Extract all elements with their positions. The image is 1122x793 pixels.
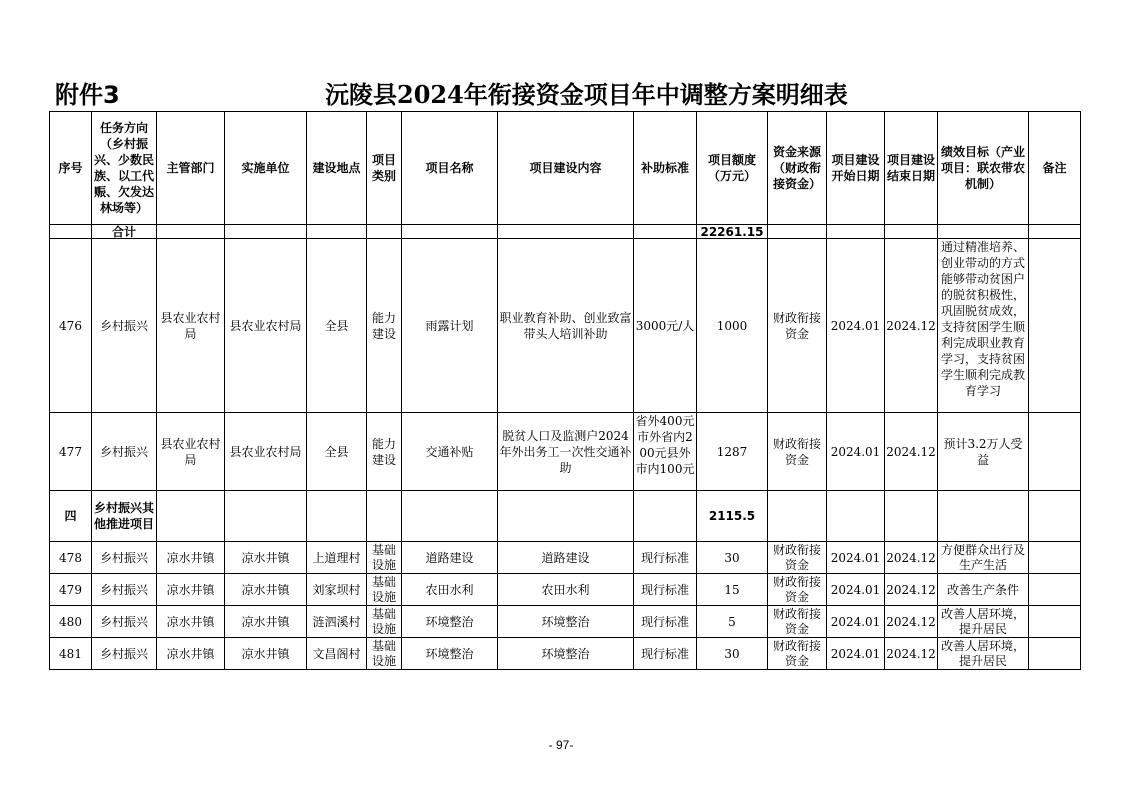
row-no: 478 [50, 542, 92, 574]
empty-cell [768, 491, 827, 542]
table-row [50, 574, 1081, 606]
section-no: 四 [50, 491, 92, 542]
empty-cell [367, 491, 402, 542]
row-unit: 县农业农村局 [225, 413, 307, 491]
col-header-category: 项目类别 [367, 112, 402, 225]
header-row [50, 112, 1081, 225]
row-source: 财政衔接资金 [768, 239, 827, 413]
row-no: 476 [50, 239, 92, 413]
row-dept: 凉水井镇 [157, 638, 225, 670]
row-location: 文昌阁村 [307, 638, 367, 670]
total-label: 合计 [92, 225, 157, 239]
row-standard: 现行标准 [634, 574, 697, 606]
row-name: 道路建设 [402, 542, 498, 574]
row-goal: 预计3.2万人受益 [938, 413, 1029, 491]
empty-cell [157, 225, 225, 239]
empty-cell [938, 225, 1029, 239]
col-header-standard: 补助标准 [634, 112, 697, 225]
section-amount: 2115.5 [697, 491, 768, 542]
row-name: 环境整治 [402, 606, 498, 638]
col-header-source: 资金来源（财政衔接资金） [768, 112, 827, 225]
row-no: 481 [50, 638, 92, 670]
empty-cell [498, 491, 634, 542]
row-goal [938, 239, 1029, 413]
row-standard [634, 413, 697, 491]
row-category: 基础设施 [367, 638, 402, 670]
row-name: 交通补贴 [402, 413, 498, 491]
row-remark [1029, 638, 1081, 670]
table-row [50, 638, 1081, 670]
row-direction: 乡村振兴 [92, 606, 157, 638]
empty-cell [307, 225, 367, 239]
empty-cell [885, 491, 938, 542]
page-title: 沅陵县2024年衔接资金项目年中调整方案明细表 [325, 80, 848, 109]
row-amount: 1287 [697, 413, 768, 491]
empty-cell [827, 491, 885, 542]
empty-cell [885, 225, 938, 239]
row-source: 财政衔接资金 [768, 638, 827, 670]
table-row [50, 542, 1081, 574]
row-content: 职业教育补助、创业致富带头人培训补助 [498, 239, 634, 413]
row-unit: 凉水井镇 [225, 542, 307, 574]
empty-cell [634, 491, 697, 542]
row-location: 涟泗溪村 [307, 606, 367, 638]
row-amount: 1000 [697, 239, 768, 413]
row-goal: 改善人居环境，提升居民 [938, 638, 1029, 670]
row-location: 全县 [307, 413, 367, 491]
total-row [50, 225, 1081, 239]
row-content: 环境整治 [498, 638, 634, 670]
col-header-location: 建设地点 [307, 112, 367, 225]
row-standard: 3000元/人 [634, 239, 697, 413]
empty-cell [938, 491, 1029, 542]
total-amount: 22261.15 [697, 225, 768, 239]
row-standard: 现行标准 [634, 542, 697, 574]
row-goal: 改善生产条件 [938, 574, 1029, 606]
table-row [50, 239, 1081, 413]
row-source: 财政衔接资金 [768, 574, 827, 606]
row-end: 2024.12 [885, 638, 938, 670]
row-source: 财政衔接资金 [768, 413, 827, 491]
row-standard: 现行标准 [634, 638, 697, 670]
table-row [50, 606, 1081, 638]
col-header-no: 序号 [50, 112, 92, 225]
row-direction: 乡村振兴 [92, 638, 157, 670]
row-goal: 方便群众出行及生产生活 [938, 542, 1029, 574]
row-name: 环境整治 [402, 638, 498, 670]
row-amount: 5 [697, 606, 768, 638]
row-location: 全县 [307, 239, 367, 413]
col-header-unit: 实施单位 [225, 112, 307, 225]
row-category: 基础设施 [367, 542, 402, 574]
project-table [49, 111, 1081, 670]
empty-cell [402, 491, 498, 542]
col-header-remark: 备注 [1029, 112, 1081, 225]
row-no: 479 [50, 574, 92, 606]
section-row [50, 491, 1081, 542]
row-category: 能力建设 [367, 413, 402, 491]
row-content: 道路建设 [498, 542, 634, 574]
row-amount: 30 [697, 542, 768, 574]
row-end: 2024.12 [885, 413, 938, 491]
row-start: 2024.01 [827, 606, 885, 638]
row-category: 基础设施 [367, 606, 402, 638]
total-no-cell [50, 225, 92, 239]
empty-cell [1029, 491, 1081, 542]
row-start: 2024.01 [827, 574, 885, 606]
empty-cell [1029, 225, 1081, 239]
col-header-goal: 绩效目标（产业项目：联农带农机制） [938, 112, 1029, 225]
row-start: 2024.01 [827, 413, 885, 491]
row-standard: 现行标准 [634, 606, 697, 638]
row-amount: 30 [697, 638, 768, 670]
row-source: 财政衔接资金 [768, 606, 827, 638]
empty-cell [827, 225, 885, 239]
row-unit: 县农业农村局 [225, 239, 307, 413]
col-header-end: 项目建设结束日期 [885, 112, 938, 225]
empty-cell [768, 225, 827, 239]
section-label: 乡村振兴其他推进项目 [92, 491, 157, 542]
row-start: 2024.01 [827, 239, 885, 413]
col-header-dept: 主管部门 [157, 112, 225, 225]
row-dept: 县农业农村局 [157, 413, 225, 491]
row-name: 农田水利 [402, 574, 498, 606]
row-no: 480 [50, 606, 92, 638]
row-source: 财政衔接资金 [768, 542, 827, 574]
row-direction: 乡村振兴 [92, 542, 157, 574]
row-category: 基础设施 [367, 574, 402, 606]
empty-cell [225, 225, 307, 239]
empty-cell [634, 225, 697, 239]
row-location: 上道理村 [307, 542, 367, 574]
row-direction: 乡村振兴 [92, 413, 157, 491]
row-unit: 凉水井镇 [225, 638, 307, 670]
row-category: 能力建设 [367, 239, 402, 413]
row-end: 2024.12 [885, 574, 938, 606]
row-remark [1029, 606, 1081, 638]
row-standard-text: 省外400元市外省内200元县外市内100元 [635, 414, 695, 476]
col-header-direction: 任务方向（乡村振兴、少数民族、以工代赈、欠发达林场等） [92, 112, 157, 225]
row-end: 2024.12 [885, 606, 938, 638]
empty-cell [307, 491, 367, 542]
row-unit: 凉水井镇 [225, 574, 307, 606]
row-location: 刘家坝村 [307, 574, 367, 606]
row-direction: 乡村振兴 [92, 574, 157, 606]
row-dept: 凉水井镇 [157, 606, 225, 638]
row-remark [1029, 413, 1081, 491]
row-remark [1029, 574, 1081, 606]
row-end: 2024.12 [885, 239, 938, 413]
row-dept: 凉水井镇 [157, 574, 225, 606]
col-header-content: 项目建设内容 [498, 112, 634, 225]
row-content: 脱贫人口及监测户2024年外出务工一次性交通补助 [498, 413, 634, 491]
row-goal-text: 通过精准培养、创业带动的方式能够带动贫困户的脱贫积极性，巩固脱贫成效，支持贫困学生顺利完成职业教育学习，支持贫困学生顺利完成教育学习 [940, 240, 1025, 398]
empty-cell [225, 491, 307, 542]
page-number: - 97- [548, 738, 574, 752]
empty-cell [498, 225, 634, 239]
attachment-label: 附件3 [55, 81, 120, 109]
col-header-name: 项目名称 [402, 112, 498, 225]
row-start: 2024.01 [827, 542, 885, 574]
row-unit: 凉水井镇 [225, 606, 307, 638]
row-dept: 县农业农村局 [157, 239, 225, 413]
row-no: 477 [50, 413, 92, 491]
row-remark [1029, 239, 1081, 413]
empty-cell [402, 225, 498, 239]
row-content: 环境整治 [498, 606, 634, 638]
row-name: 雨露计划 [402, 239, 498, 413]
empty-cell [367, 225, 402, 239]
row-dept: 凉水井镇 [157, 542, 225, 574]
row-start: 2024.01 [827, 638, 885, 670]
row-remark [1029, 542, 1081, 574]
row-amount: 15 [697, 574, 768, 606]
col-header-start: 项目建设开始日期 [827, 112, 885, 225]
empty-cell [157, 491, 225, 542]
col-header-amount: 项目额度（万元） [697, 112, 768, 225]
table-row [50, 413, 1081, 491]
row-content: 农田水利 [498, 574, 634, 606]
row-goal: 改善人居环境，提升居民 [938, 606, 1029, 638]
row-direction: 乡村振兴 [92, 239, 157, 413]
row-end: 2024.12 [885, 542, 938, 574]
